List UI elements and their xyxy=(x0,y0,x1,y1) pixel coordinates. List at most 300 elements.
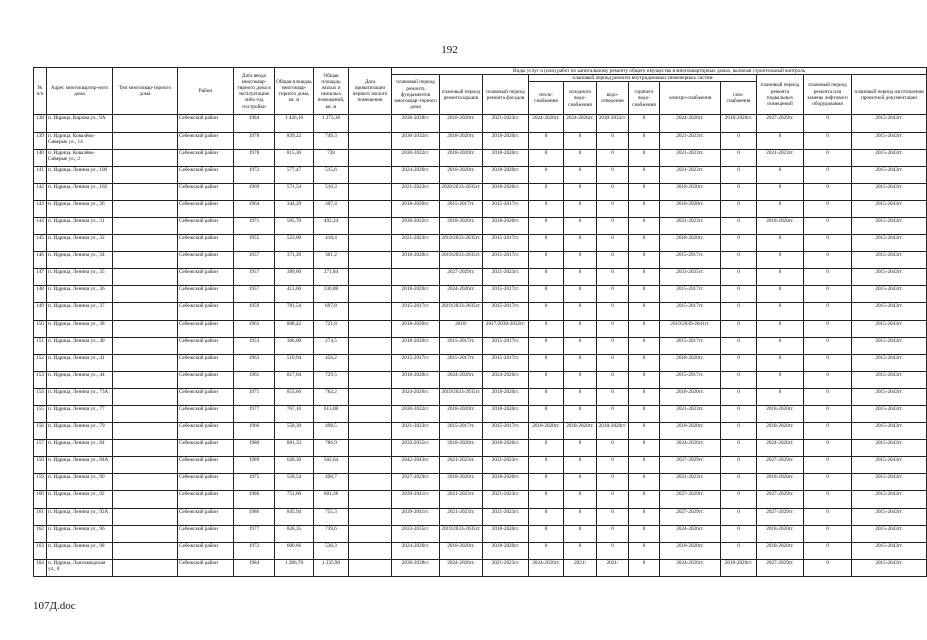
cell-roof: 2021-2023гг. xyxy=(440,508,483,525)
cell-roof: 2018-2020гг. xyxy=(440,406,483,423)
cell-living: 762,2 xyxy=(314,388,349,405)
cell-foundation: 2018-2020гг. xyxy=(392,252,440,269)
cell-area: 853,66 xyxy=(275,388,314,405)
cell-roof: 2015-2017гг. xyxy=(440,200,483,217)
cell-area: 558,30 xyxy=(275,423,314,440)
cell-gas: 0 xyxy=(721,388,757,405)
cell-basement: 2027-2029гг. xyxy=(757,508,804,525)
cell-facade: 2015-2017гг. xyxy=(483,252,529,269)
header-gas: газо-снабжения xyxy=(721,82,757,115)
cell-sewer: 0 xyxy=(597,388,629,405)
cell-area: 628,30 xyxy=(275,457,314,474)
cell-priv xyxy=(349,440,392,457)
cell-house-type xyxy=(113,406,178,423)
cell-num: 147 xyxy=(34,269,47,286)
header-cold-water: холодного водо-снабжения xyxy=(564,82,597,115)
cell-hot: 0 xyxy=(629,132,660,149)
cell-num: 164 xyxy=(34,559,47,576)
cell-facade: 2024-2026гг. xyxy=(483,371,529,388)
cell-cold: 0 xyxy=(564,474,597,491)
cell-sewer: 2030-2032гг. xyxy=(597,115,629,132)
cell-num: 144 xyxy=(34,217,47,234)
cell-hot: 0 xyxy=(629,320,660,337)
cell-living: 786,9 xyxy=(314,440,349,457)
cell-address: п. Идрица, Ленина ул., 40 xyxy=(47,337,113,354)
cell-area: 781,54 xyxy=(275,303,314,320)
cell-address: п. Идрица, Ленина ул., 98 xyxy=(47,542,113,559)
header-group-title: Виды услуг и (или) работ по капитальному ремонту общего имущества в многоквартирных домах, включая строительный контроль xyxy=(392,68,927,75)
cell-sewer: 0 xyxy=(597,200,629,217)
cell-address: п. Идрица, Ленина ул., 77 xyxy=(47,406,113,423)
header-num: № п/п xyxy=(34,68,47,115)
cell-design: 2015-2043гг. xyxy=(852,542,927,559)
cell-heat: 0 xyxy=(529,337,564,354)
cell-district: Себежский район xyxy=(178,440,234,457)
cell-area: 523,00 xyxy=(275,235,314,252)
cell-gas: 0 xyxy=(721,474,757,491)
cell-gas: 0 xyxy=(721,457,757,474)
cell-sewer: 0 xyxy=(597,406,629,423)
cell-cold: 0 xyxy=(564,320,597,337)
cell-gas: 0 xyxy=(721,320,757,337)
cell-district: Себежский район xyxy=(178,166,234,183)
cell-cold: 0 xyxy=(564,457,597,474)
cell-living: 456,2 xyxy=(314,354,349,371)
table-row xyxy=(34,440,927,457)
cell-elevator: 0 xyxy=(804,320,852,337)
cell-foundation: 2015-2017гг. xyxy=(392,354,440,371)
cell-sewer: 0 xyxy=(597,286,629,303)
cell-district: Себежский район xyxy=(178,115,234,132)
cell-elevator: 0 xyxy=(804,115,852,132)
table-row xyxy=(34,423,927,440)
cell-heat: 0 xyxy=(529,235,564,252)
cell-priv xyxy=(349,354,392,371)
cell-elevator: 0 xyxy=(804,525,852,542)
cell-elevator: 0 xyxy=(804,440,852,457)
cell-house-type xyxy=(113,508,178,525)
cell-address: п. Идрица, Ленина ул., 96 xyxy=(47,525,113,542)
cell-cold: 0 xyxy=(564,132,597,149)
cell-num: 140 xyxy=(34,149,47,166)
cell-address: п. Идрица, Ковалёво-Сиверые ул., 14 xyxy=(47,132,113,149)
cell-num: 151 xyxy=(34,337,47,354)
cell-num: 161 xyxy=(34,508,47,525)
cell-priv xyxy=(349,149,392,166)
cell-sewer: 0 xyxy=(597,183,629,200)
cell-heat: 0 xyxy=(529,406,564,423)
cell-num: 153 xyxy=(34,371,47,388)
cell-house-type xyxy=(113,269,178,286)
header-living-area: Общая площадь жилых и нежилых помещений, кв. м xyxy=(314,68,349,115)
cell-basement: 2018-2020гг. xyxy=(757,406,804,423)
cell-living: 749,3 xyxy=(314,132,349,149)
cell-elec: 2015-2017гг. xyxy=(660,371,721,388)
cell-area: 1 286,70 xyxy=(275,559,314,576)
cell-elec: 2015-2017гг. xyxy=(660,286,721,303)
cell-year: 1969 xyxy=(234,183,275,200)
table-row xyxy=(34,388,927,405)
cell-num: 149 xyxy=(34,303,47,320)
cell-design: 2015-2043гг. xyxy=(852,559,927,576)
cell-design: 2015-2043гг. xyxy=(852,457,927,474)
table-row xyxy=(34,286,927,303)
cell-address: п. Идрица, Ленина ул., 37 xyxy=(47,303,113,320)
cell-priv xyxy=(349,217,392,234)
cell-district: Себежский район xyxy=(178,217,234,234)
cell-sewer: 0 xyxy=(597,252,629,269)
cell-gas: 0 xyxy=(721,252,757,269)
cell-design: 2015-2043гг. xyxy=(852,286,927,303)
cell-num: 158 xyxy=(34,457,47,474)
cell-heat: 0 xyxy=(529,474,564,491)
cell-foundation: 2027-2029гг. xyxy=(392,474,440,491)
cell-heat: 0 xyxy=(529,166,564,183)
cell-elec: 2021-2023гг. xyxy=(660,149,721,166)
cell-basement: 2024-2026гг. xyxy=(757,440,804,457)
cell-basement: 0 xyxy=(757,337,804,354)
cell-foundation: 2021-2023гг. xyxy=(392,235,440,252)
cell-cold: 0 xyxy=(564,200,597,217)
table-row xyxy=(34,235,927,252)
cell-district: Себежский район xyxy=(178,235,234,252)
cell-house-type xyxy=(113,132,178,149)
cell-address: п. Идрица, Ленина ул., 92А xyxy=(47,508,113,525)
cell-address: п. Идрица, Ленина ул., 102 xyxy=(47,183,113,200)
cell-roof: 2018/ xyxy=(440,320,483,337)
cell-sewer: 0 xyxy=(597,303,629,320)
cell-cold: 0 xyxy=(564,542,597,559)
cell-sewer: 0 xyxy=(597,320,629,337)
cell-design: 2015-2043гг. xyxy=(852,406,927,423)
cell-area: 1 426,10 xyxy=(275,115,314,132)
cell-basement: 0 xyxy=(757,303,804,320)
cell-living: 330,88 xyxy=(314,286,349,303)
cell-basement: 0 xyxy=(757,252,804,269)
cell-elec: 2033-2035гг. xyxy=(660,269,721,286)
cell-priv xyxy=(349,166,392,183)
cell-num: 157 xyxy=(34,440,47,457)
cell-foundation: 2024-2026гг. xyxy=(392,542,440,559)
cell-elevator: 0 xyxy=(804,457,852,474)
cell-gas: 0 xyxy=(721,371,757,388)
cell-priv xyxy=(349,269,392,286)
cell-basement: 0 xyxy=(757,371,804,388)
cell-area: 505,70 xyxy=(275,217,314,234)
cell-foundation: 2036-2038гг. xyxy=(392,559,440,576)
cell-gas: 0 xyxy=(721,491,757,508)
cell-elec: 2018-2020гг. xyxy=(660,423,721,440)
cell-hot: 0 xyxy=(629,303,660,320)
cell-house-type xyxy=(113,423,178,440)
cell-gas: 0 xyxy=(721,132,757,149)
cell-sewer: 0 xyxy=(597,371,629,388)
cell-design: 2015-2043гг. xyxy=(852,337,927,354)
cell-sewer: 0 xyxy=(597,457,629,474)
table-row xyxy=(34,183,927,200)
cell-house-type xyxy=(113,235,178,252)
cell-roof: 2018-2020гг. xyxy=(440,132,483,149)
cell-area: 571,54 xyxy=(275,183,314,200)
cell-district: Себежский район xyxy=(178,542,234,559)
table-row xyxy=(34,337,927,354)
cell-priv xyxy=(349,320,392,337)
cell-facade: 2015-2017гг. xyxy=(483,423,529,440)
cell-design: 2015-2043гг. xyxy=(852,303,927,320)
cell-priv xyxy=(349,303,392,320)
cell-elec: 2018-2020гг. xyxy=(660,235,721,252)
header-address: Адрес многоквартир-ного дома xyxy=(47,68,113,115)
cell-priv xyxy=(349,337,392,354)
header-roof: плановый период ремонта крыши xyxy=(440,75,483,115)
cell-sewer: 0 xyxy=(597,235,629,252)
cell-foundation: 2033-2035гг. xyxy=(392,525,440,542)
cell-area: 817,04 xyxy=(275,371,314,388)
cell-elec: 2018-2020гг. xyxy=(660,354,721,371)
cell-year: 1972 xyxy=(234,542,275,559)
cell-year: 1986 xyxy=(234,508,275,525)
cell-heat: 0 xyxy=(529,525,564,542)
header-electric: электро-снабжения xyxy=(660,82,721,115)
cell-gas: 2018-2020гг. xyxy=(721,115,757,132)
cell-elec: 2021-2023гг. xyxy=(660,474,721,491)
cell-living: 418,4 xyxy=(314,235,349,252)
cell-elevator: 0 xyxy=(804,252,852,269)
cell-basement: 2018-2020гг. xyxy=(757,423,804,440)
cell-priv xyxy=(349,542,392,559)
cell-year: 1975 xyxy=(234,474,275,491)
cell-address: п. Идрица, Ленина ул., 38 xyxy=(47,320,113,337)
cell-priv xyxy=(349,508,392,525)
table-row xyxy=(34,252,927,269)
cell-elevator: 0 xyxy=(804,303,852,320)
cell-roof: 2021-2023гг. xyxy=(440,491,483,508)
cell-elevator: 0 xyxy=(804,286,852,303)
cell-priv xyxy=(349,559,392,576)
cell-num: 150 xyxy=(34,320,47,337)
cell-sewer: 0 xyxy=(597,132,629,149)
cell-design: 2015-2043гг. xyxy=(852,200,927,217)
cell-foundation: 2021-2023гг. xyxy=(392,423,440,440)
cell-elec: 2024-2026гг. xyxy=(660,525,721,542)
cell-area: 344,29 xyxy=(275,200,314,217)
cell-elec: 2027-2029гг. xyxy=(660,508,721,525)
header-year-built: Дата ввода многоквар-тирного дома в эксплуатацию либо год постройки xyxy=(234,68,275,115)
cell-heat: 0 xyxy=(529,542,564,559)
cell-house-type xyxy=(113,149,178,166)
cell-facade: 2018-2020гг. xyxy=(483,525,529,542)
table-row xyxy=(34,457,927,474)
table-row xyxy=(34,115,927,132)
cell-roof: 2027-2029гг. xyxy=(440,269,483,286)
cell-cold: 0 xyxy=(564,354,597,371)
cell-facade: 2021-2023гг. xyxy=(483,508,529,525)
cell-num: 156 xyxy=(34,423,47,440)
cell-heat: 0 xyxy=(529,354,564,371)
cell-house-type xyxy=(113,542,178,559)
cell-living: 301,2 xyxy=(314,252,349,269)
cell-area: 366,00 xyxy=(275,337,314,354)
cell-hot: 0 xyxy=(629,559,660,576)
header-total-area: Общая площадь многоквар-тирного дома, кв. м xyxy=(275,68,314,115)
cell-house-type xyxy=(113,217,178,234)
cell-elec: 2018-2020гг. xyxy=(660,183,721,200)
cell-house-type xyxy=(113,440,178,457)
header-facade: плановый период ремонта фасадов xyxy=(483,75,529,115)
cell-elec: 2018-2020гг. xyxy=(660,388,721,405)
cell-sewer: 0 xyxy=(597,508,629,525)
cell-heat: 0 xyxy=(529,149,564,166)
cell-roof: 2019/2033-2035гг. xyxy=(440,252,483,269)
cell-heat: 0 xyxy=(529,371,564,388)
cell-basement: 0 xyxy=(757,235,804,252)
cell-basement: 2018-2020гг. xyxy=(757,474,804,491)
cell-facade: 2021-2023гг. xyxy=(483,559,529,576)
cell-area: 558,54 xyxy=(275,474,314,491)
cell-elevator: 0 xyxy=(804,337,852,354)
cell-area: 510,94 xyxy=(275,354,314,371)
cell-living: 1 273,30 xyxy=(314,115,349,132)
cell-roof: 2019/2033-2035гг. xyxy=(440,525,483,542)
cell-facade: 2018-2020гг. xyxy=(483,166,529,183)
cell-area: 828,35 xyxy=(275,525,314,542)
cell-cold: 0 xyxy=(564,388,597,405)
cell-gas: 0 xyxy=(721,286,757,303)
cell-elec: 2021-2023гг. xyxy=(660,132,721,149)
cell-gas: 0 xyxy=(721,200,757,217)
cell-district: Себежский район xyxy=(178,320,234,337)
cell-num: 154 xyxy=(34,388,47,405)
cell-facade: 2018-2020гг. xyxy=(483,474,529,491)
cell-district: Себежский район xyxy=(178,371,234,388)
cell-elevator: 0 xyxy=(804,474,852,491)
cell-design: 2015-2043гг. xyxy=(852,269,927,286)
cell-design: 2015-2043гг. xyxy=(852,235,927,252)
cell-foundation: 2042-2043гг. xyxy=(392,457,440,474)
cell-roof: 2024-2026гг. xyxy=(440,559,483,576)
cell-year: 1955 xyxy=(234,235,275,252)
cell-foundation: 2021-2023гг. xyxy=(392,183,440,200)
cell-living: 697,8 xyxy=(314,303,349,320)
cell-gas: 0 xyxy=(721,337,757,354)
header-hot-water: горячего водо-снабжения xyxy=(629,82,660,115)
cell-elec: 2021-2023гг. xyxy=(660,406,721,423)
header-elevator: плановый период ремонта или замены лифтового оборудования xyxy=(804,75,852,115)
cell-living: 601,28 xyxy=(314,491,349,508)
cell-basement: 2027-2029гг. xyxy=(757,457,804,474)
cell-address: п. Идрица, Ковалёво-Сиверые ул., 2 xyxy=(47,149,113,166)
cell-facade: 2015-2017гг. xyxy=(483,303,529,320)
cell-hot: 0 xyxy=(629,252,660,269)
cell-foundation: 2033-2035гг. xyxy=(392,440,440,457)
cell-living: 271,84 xyxy=(314,269,349,286)
cell-gas: 0 xyxy=(721,423,757,440)
cell-district: Себежский район xyxy=(178,559,234,576)
cell-elec: 2018-2020гг. xyxy=(660,542,721,559)
cell-year: 1978 xyxy=(234,132,275,149)
cell-area: 600,66 xyxy=(275,542,314,559)
cell-house-type xyxy=(113,354,178,371)
cell-heat: 0 xyxy=(529,200,564,217)
cell-cold: 0 xyxy=(564,149,597,166)
cell-design: 2015-2043гг. xyxy=(852,166,927,183)
cell-heat: 2024-2026гг. xyxy=(529,559,564,576)
cell-cold: 0 xyxy=(564,508,597,525)
cell-facade: 2015-2017гг. xyxy=(483,354,529,371)
cell-gas: 0 xyxy=(721,217,757,234)
table-row xyxy=(34,166,927,183)
cell-elevator: 0 xyxy=(804,217,852,234)
cell-year: 1964 xyxy=(234,200,275,217)
cell-living: 1 235,90 xyxy=(314,559,349,576)
cell-living: 739,6 xyxy=(314,525,349,542)
cell-house-type xyxy=(113,491,178,508)
cell-hot: 0 xyxy=(629,440,660,457)
cell-living: 502,64 xyxy=(314,457,349,474)
cell-roof: 2024-2026гг. xyxy=(440,371,483,388)
cell-house-type xyxy=(113,183,178,200)
cell-design: 2015-2043гг. xyxy=(852,354,927,371)
cell-basement: 2027-2029гг. xyxy=(757,491,804,508)
cell-basement: 2021-2023гг. xyxy=(757,149,804,166)
cell-roof: 2021-2023гг. xyxy=(440,457,483,474)
cell-hot: 0 xyxy=(629,491,660,508)
cell-facade: 2021-2023гг. xyxy=(483,269,529,286)
cell-foundation: 2018-2020гг. xyxy=(392,371,440,388)
cell-heat: 0 xyxy=(529,286,564,303)
cell-living: 498,5 xyxy=(314,423,349,440)
cell-hot: 0 xyxy=(629,406,660,423)
cell-cold: 0 xyxy=(564,252,597,269)
cell-roof: 2015-2017гг. xyxy=(440,337,483,354)
cell-house-type xyxy=(113,115,178,132)
cell-hot: 0 xyxy=(629,354,660,371)
cell-cold: 0 xyxy=(564,269,597,286)
cell-year: 1957 xyxy=(234,286,275,303)
cell-roof: 2020/2033-2035гг. xyxy=(440,183,483,200)
cell-num: 138 xyxy=(34,115,47,132)
cell-hot: 0 xyxy=(629,217,660,234)
cell-basement: 2018-2020гг. xyxy=(757,217,804,234)
cell-priv xyxy=(349,115,392,132)
table-row xyxy=(34,269,927,286)
cell-sewer: 0 xyxy=(597,149,629,166)
cell-basement: 2027-2029гг. xyxy=(757,559,804,576)
cell-foundation: 2030-2032гг. xyxy=(392,217,440,234)
cell-cold: 0 xyxy=(564,217,597,234)
cell-num: 152 xyxy=(34,354,47,371)
cell-hot: 0 xyxy=(629,371,660,388)
cell-area: 881,33 xyxy=(275,440,314,457)
cell-living: 755,3 xyxy=(314,508,349,525)
cell-foundation: 2024-2026гг. xyxy=(392,166,440,183)
cell-cold: 0 xyxy=(564,286,597,303)
cell-facade: 2021-2023гг. xyxy=(483,457,529,474)
cell-heat: 0 xyxy=(529,303,564,320)
cell-foundation: 2018-2020гг. xyxy=(392,320,440,337)
cell-district: Себежский район xyxy=(178,303,234,320)
cell-address: п. Идрица, Ленина ул., 36 xyxy=(47,286,113,303)
cell-num: 160 xyxy=(34,491,47,508)
cell-priv xyxy=(349,252,392,269)
table-row xyxy=(34,406,927,423)
cell-hot: 0 xyxy=(629,388,660,405)
cell-foundation: 2039-2041гг. xyxy=(392,491,440,508)
cell-address: п. Идрица, Льнозаводская ул., 8 xyxy=(47,559,113,576)
cell-foundation xyxy=(392,269,440,286)
cell-district: Себежский район xyxy=(178,423,234,440)
cell-district: Себежский район xyxy=(178,474,234,491)
